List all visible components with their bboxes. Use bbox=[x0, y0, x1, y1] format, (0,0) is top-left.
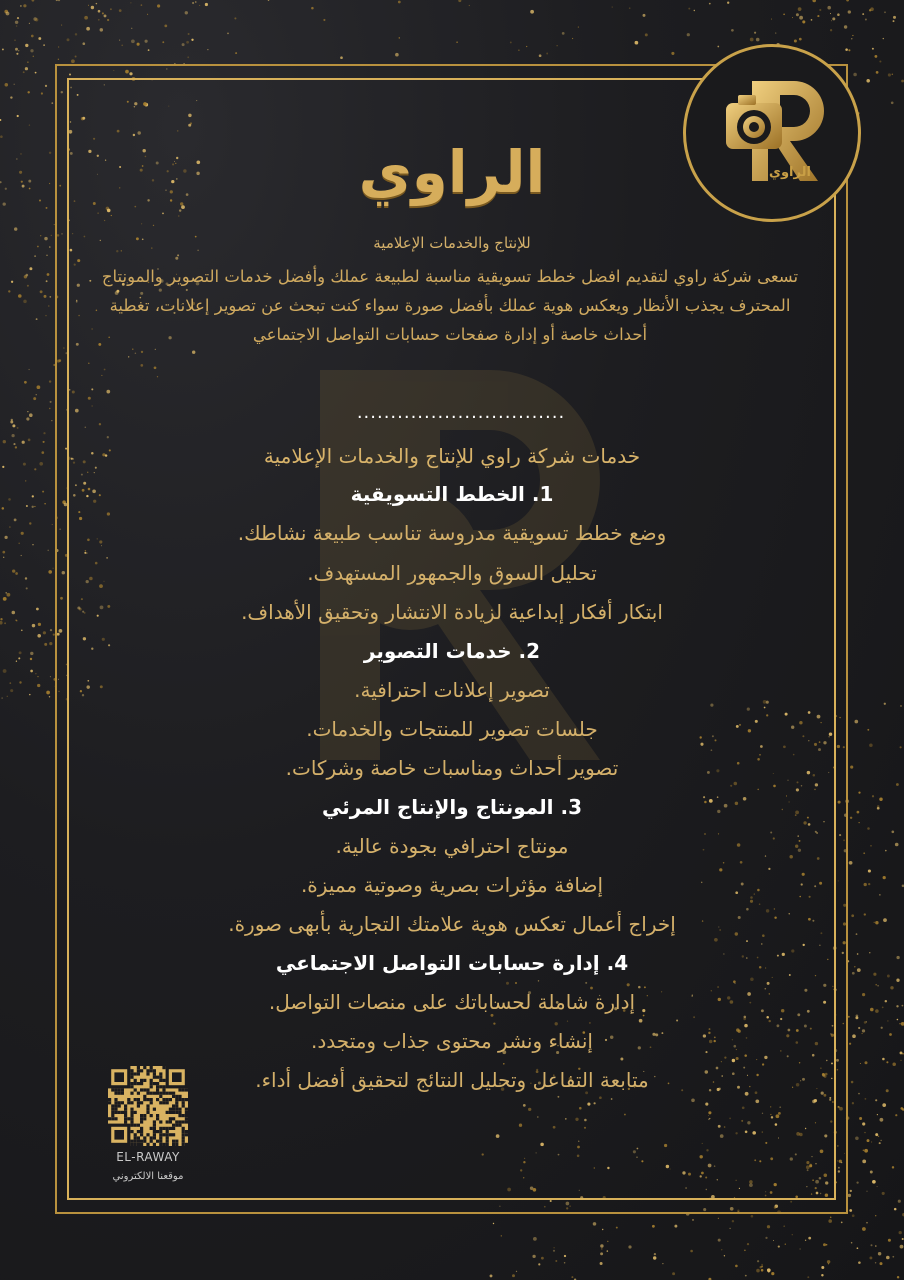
service-title-marketing: 1. الخطط التسويقية bbox=[350, 482, 554, 506]
service-item: تصوير إعلانات احترافية. bbox=[354, 678, 550, 702]
service-item: متابعة التفاعل وتحليل النتائج لتحقيق أفضل أداء. bbox=[255, 1068, 649, 1092]
qr-code[interactable] bbox=[108, 1066, 188, 1146]
service-item: إضافة مؤثرات بصرية وصوتية مميزة. bbox=[300, 873, 604, 897]
brand-subtitle: للإنتاج والخدمات الإعلامية bbox=[373, 234, 531, 252]
service-item: إدارة شاملة لحساباتك على منصات التواصل. bbox=[268, 990, 636, 1014]
intro-paragraph: تسعى شركة راوي لتقديم افضل خطط تسويقية مناسبة لطبيعة عملك وأفضل خدمات التصوير والمونتاج المحترف يجذب الأنظار ويعكس هوية عملك بأفضل صورة سواء كنت تبحث عن تصوير إعلانات، تغطية أحداث خاصة أو إدارة صفحات حسابات التواصل الاجتماعي bbox=[101, 267, 799, 344]
brand-title: الراوي bbox=[358, 138, 546, 206]
dotted-divider: ............................... bbox=[356, 402, 566, 423]
service-title-montage: 3. المونتاج والإنتاج المرئي bbox=[321, 795, 583, 819]
service-item: إنشاء ونشر محتوى جذاب ومتجدد. bbox=[311, 1029, 593, 1053]
service-item: تحليل السوق والجمهور المستهدف. bbox=[307, 561, 597, 585]
service-item: جلسات تصوير للمنتجات والخدمات. bbox=[306, 717, 598, 741]
logo-caption: الراوي bbox=[769, 165, 811, 180]
service-item: تصوير أحداث ومناسبات خاصة وشركات. bbox=[285, 756, 619, 780]
service-item: وضع خطط تسويقية مدروسة تناسب طبيعة نشاطك. bbox=[237, 521, 667, 545]
qr-label: EL-RAWAY bbox=[116, 1150, 180, 1164]
qr-sublabel: موقعنا الالكتروني bbox=[112, 1171, 184, 1182]
service-title-photography: 2. خدمات التصوير bbox=[363, 639, 541, 663]
service-item: ابتكار أفكار إبداعية لزيادة الانتشار وتحقيق الأهداف. bbox=[241, 600, 663, 624]
service-title-social-media: 4. إدارة حسابات التواصل الاجتماعي bbox=[275, 951, 629, 975]
services-heading: خدمات شركة راوي للإنتاج والخدمات الإعلامية bbox=[263, 444, 641, 468]
service-item: مونتاج احترافي بجودة عالية. bbox=[335, 834, 569, 858]
service-item: إخراج أعمال تعكس هوية علامتك التجارية بأبهى صورة. bbox=[228, 912, 676, 936]
